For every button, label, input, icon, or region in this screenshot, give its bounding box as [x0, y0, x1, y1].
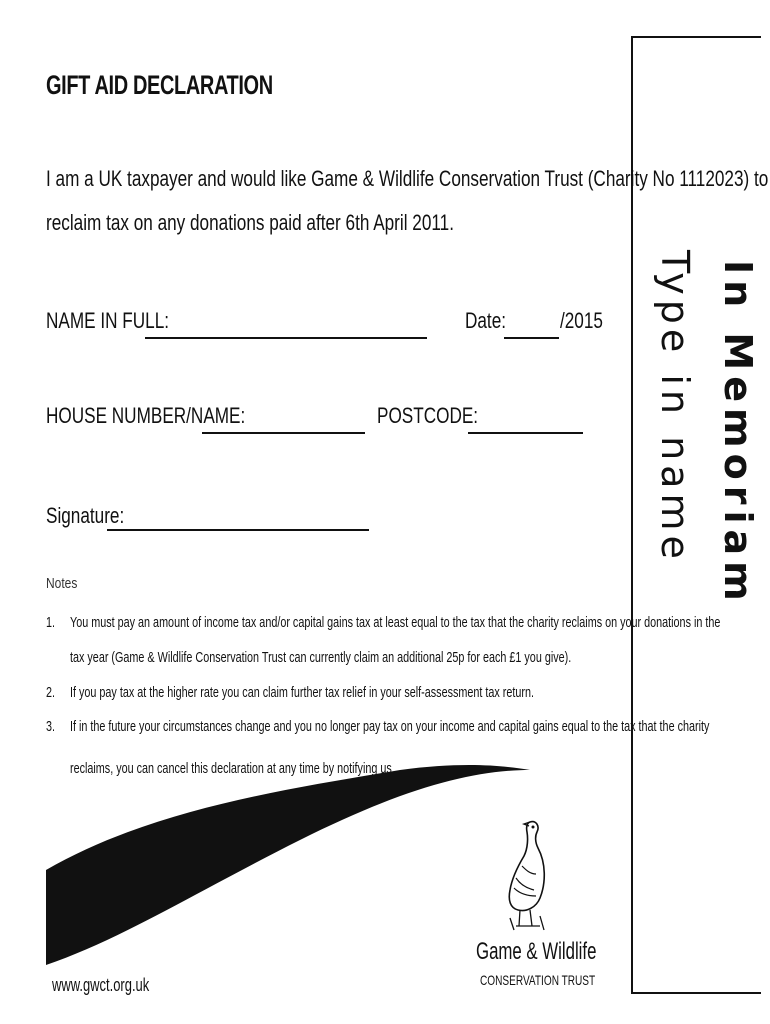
note-number: 3. [46, 718, 56, 735]
memoriam-heading: In Memoriam [716, 260, 760, 607]
postcode-label: POSTCODE: [377, 403, 479, 428]
type-in-name-prompt[interactable]: Type in name [653, 250, 697, 564]
house-label: HOUSE NUMBER/NAME: [46, 403, 246, 428]
house-field[interactable] [202, 432, 365, 434]
page-title: GIFT AID DECLARATION [46, 70, 273, 100]
date-field[interactable] [504, 337, 559, 339]
partridge-logo-icon [500, 818, 552, 938]
name-field[interactable] [145, 337, 427, 339]
date-year: /2015 [560, 308, 603, 333]
date-label: Date: [465, 308, 507, 333]
note-number: 2. [46, 684, 56, 701]
postcode-field[interactable] [468, 432, 583, 434]
note-text: reclaims, you can cancel this declaration at any time by notifying us. [70, 760, 395, 777]
name-label: NAME IN FULL: [46, 308, 170, 333]
signature-label: Signature: [46, 503, 125, 528]
logo-subtitle: CONSERVATION TRUST [480, 972, 596, 988]
logo-name: Game & Wildlife [476, 938, 597, 965]
signature-field[interactable] [107, 529, 369, 531]
note-text: tax year (Game & Wildlife Conservation Trust can currently claim an additional 25p for each £1 you give). [70, 649, 572, 666]
intro-line-2: reclaim tax on any donations paid after 6th April 2011. [46, 210, 454, 235]
note-text: If you pay tax at the higher rate you can claim further tax relief in your self-assessment tax return. [70, 684, 535, 701]
note-text: You must pay an amount of income tax and/or capital gains tax at least equal to the tax that the charity reclaims on your donations in the [70, 614, 721, 631]
note-text: If in the future your circumstances change and you no longer pay tax on your income and capital gains equal to the tax that the charity [70, 718, 710, 735]
notes-heading: Notes [46, 575, 78, 592]
note-number: 1. [46, 614, 56, 631]
intro-line-1: I am a UK taxpayer and would like Game & Wildlife Conservation Trust (Charity No 1112023) to [46, 166, 769, 191]
website-link[interactable]: www.gwct.org.uk [52, 975, 150, 995]
